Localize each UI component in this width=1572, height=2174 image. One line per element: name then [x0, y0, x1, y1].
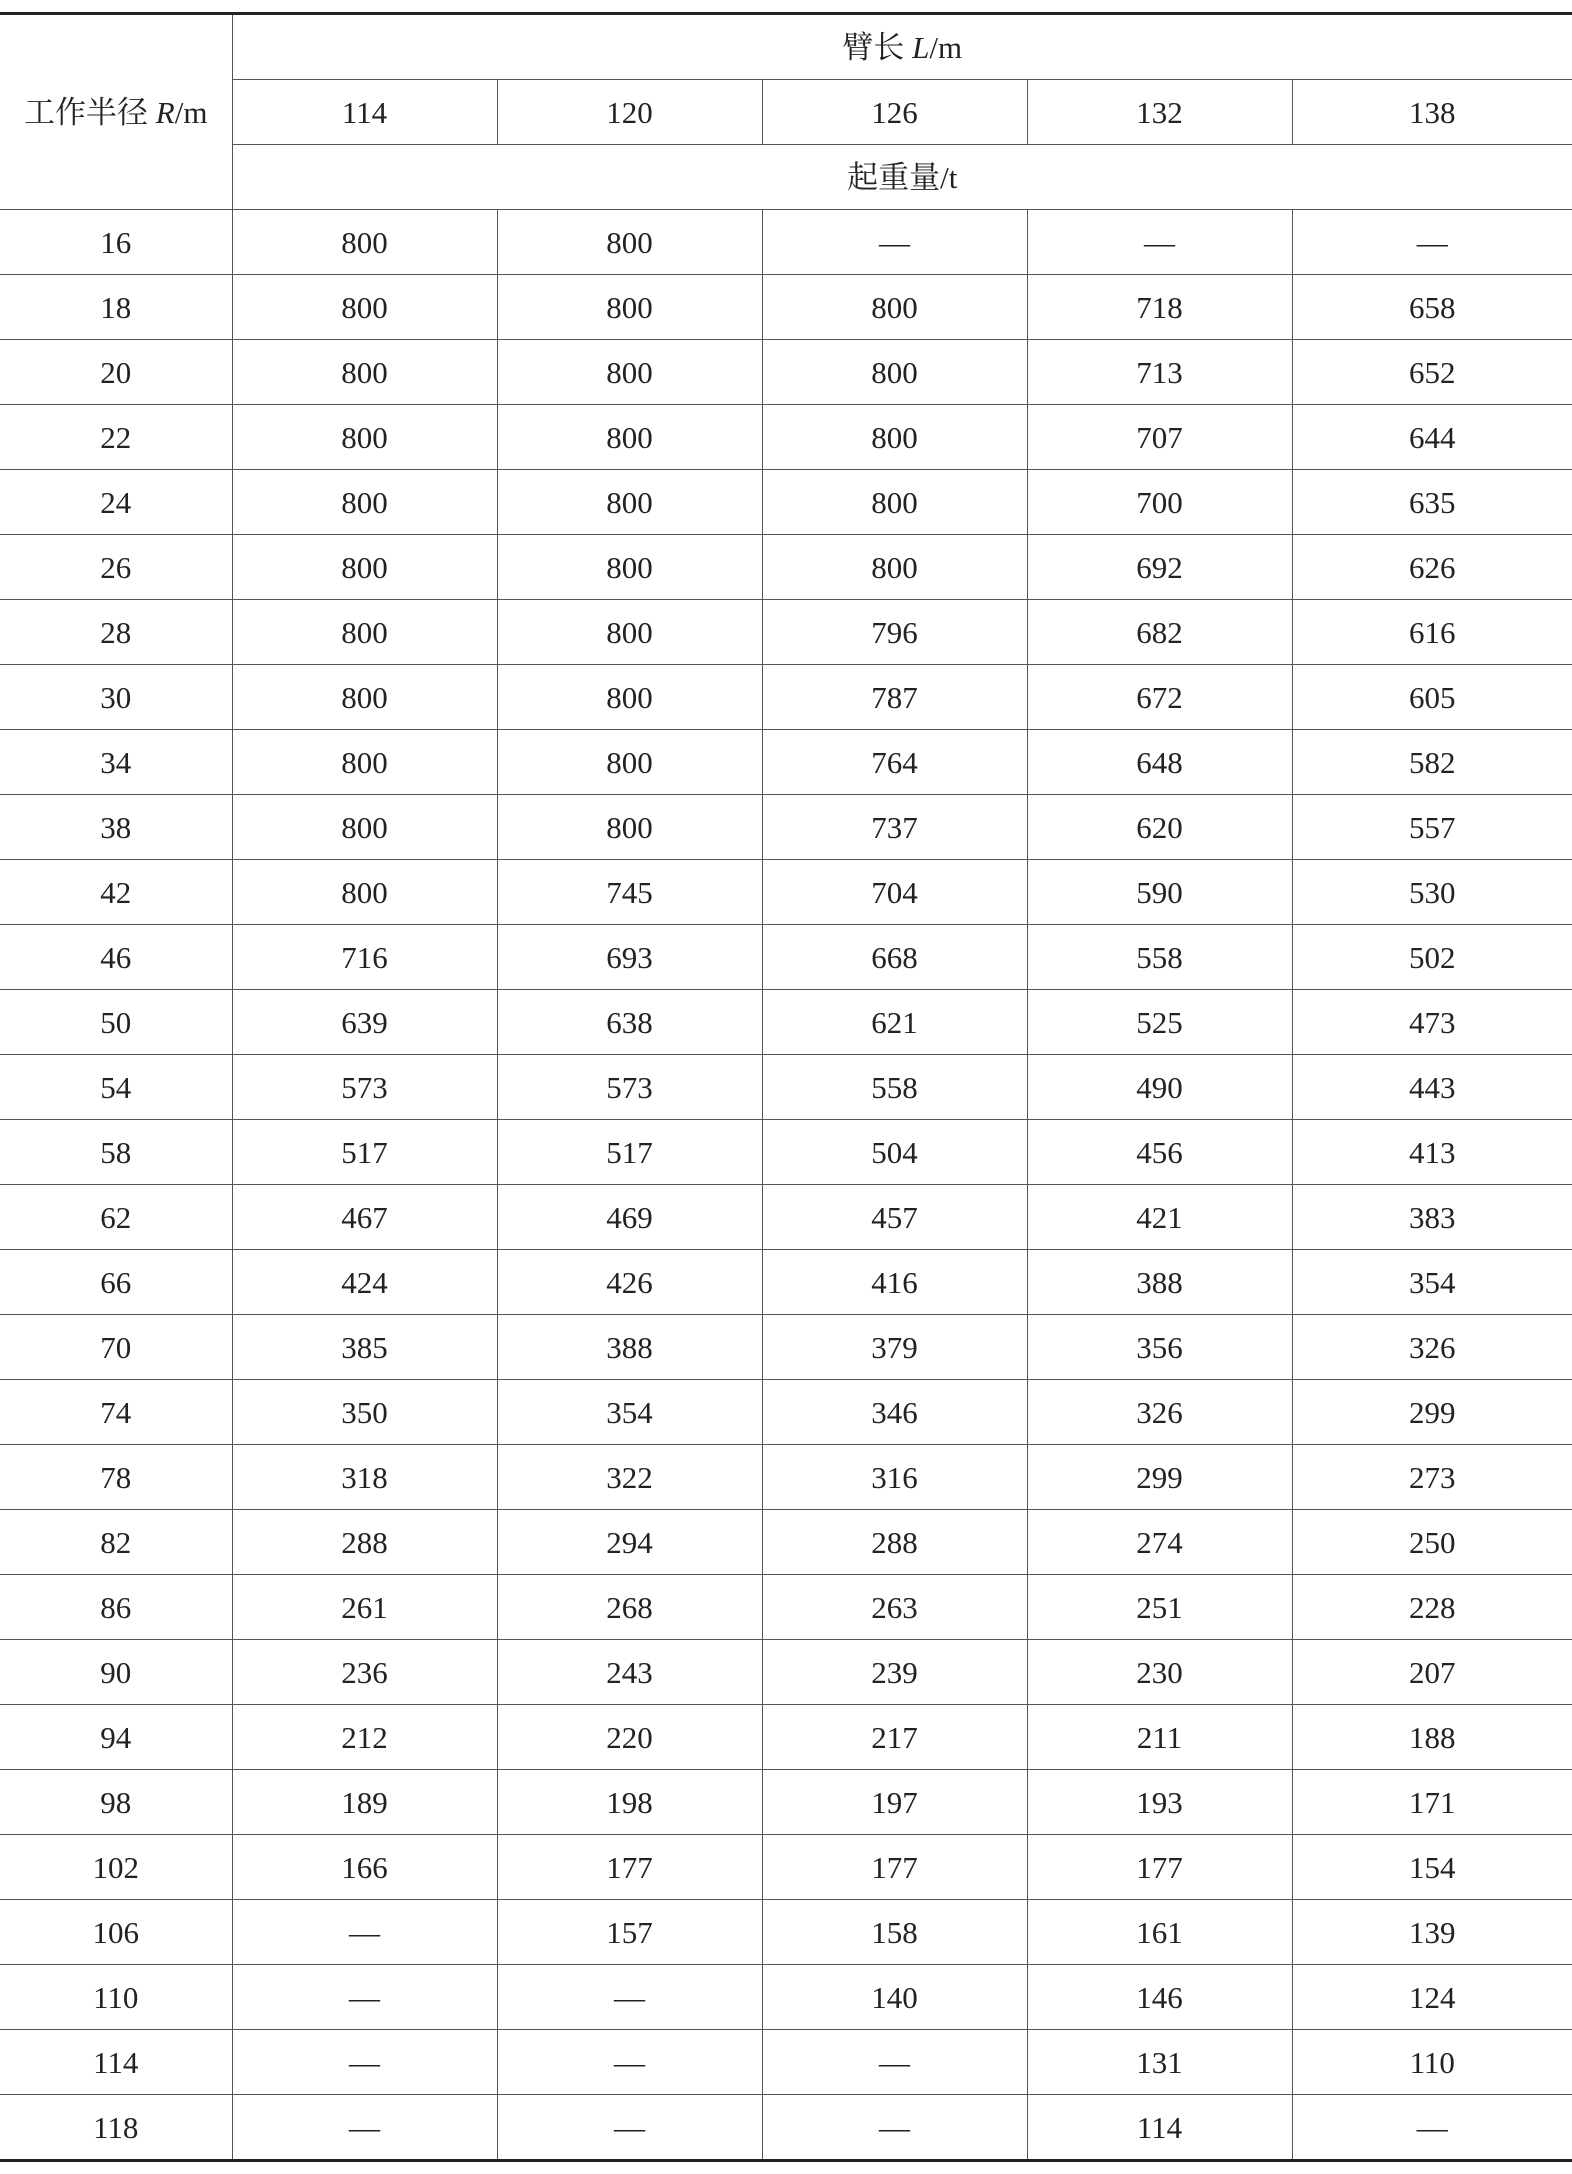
- capacity-cell: 354: [1292, 1250, 1572, 1315]
- capacity-cell: 158: [762, 1900, 1027, 1965]
- capacity-cell: 693: [497, 925, 762, 990]
- table-row: [0, 1705, 1572, 1770]
- capacity-cell: 692: [1027, 535, 1292, 600]
- capacity-cell: 573: [232, 1055, 497, 1120]
- table-row: [0, 860, 1572, 925]
- radius-unit: /m: [174, 94, 208, 130]
- capacity-cell: 800: [762, 535, 1027, 600]
- header-row-capacity: [0, 145, 1572, 210]
- boom-length-cell: 114: [232, 80, 497, 145]
- table-row: [0, 925, 1572, 990]
- boom-length-cell: 126: [762, 80, 1027, 145]
- capacity-cell: 668: [762, 925, 1027, 990]
- capacity-cell: 326: [1292, 1315, 1572, 1380]
- capacity-cell: 502: [1292, 925, 1572, 990]
- header-row-boom: [0, 14, 1572, 80]
- capacity-cell: —: [1027, 210, 1292, 275]
- capacity-cell: 177: [762, 1835, 1027, 1900]
- capacity-cell: 171: [1292, 1770, 1572, 1835]
- capacity-cell: 616: [1292, 600, 1572, 665]
- capacity-cell: 796: [762, 600, 1027, 665]
- capacity-cell: 274: [1027, 1510, 1292, 1575]
- capacity-cell: 787: [762, 665, 1027, 730]
- boom-symbol: L: [912, 29, 930, 65]
- radius-cell: 34: [0, 730, 232, 795]
- capacity-cell: 198: [497, 1770, 762, 1835]
- capacity-cell: 161: [1027, 1900, 1292, 1965]
- table-row: [0, 1380, 1572, 1445]
- radius-cell: 82: [0, 1510, 232, 1575]
- capacity-cell: 800: [762, 275, 1027, 340]
- capacity-cell: 490: [1027, 1055, 1292, 1120]
- capacity-cell: —: [232, 1900, 497, 1965]
- radius-cell: 110: [0, 1965, 232, 2030]
- capacity-cell: 573: [497, 1055, 762, 1120]
- table-row: [0, 1445, 1572, 1510]
- capacity-cell: 273: [1292, 1445, 1572, 1510]
- capacity-cell: 413: [1292, 1120, 1572, 1185]
- capacity-cell: 800: [497, 600, 762, 665]
- radius-cell: 24: [0, 470, 232, 535]
- radius-label: 工作半径: [24, 94, 149, 130]
- capacity-cell: 188: [1292, 1705, 1572, 1770]
- capacity-header-cell: 起重量/t: [232, 145, 1572, 210]
- capacity-cell: 424: [232, 1250, 497, 1315]
- capacity-cell: 197: [762, 1770, 1027, 1835]
- capacity-cell: 557: [1292, 795, 1572, 860]
- capacity-cell: 658: [1292, 275, 1572, 340]
- capacity-cell: 385: [232, 1315, 497, 1380]
- capacity-cell: 558: [1027, 925, 1292, 990]
- capacity-cell: 621: [762, 990, 1027, 1055]
- table-row: [0, 2030, 1572, 2095]
- capacity-cell: 250: [1292, 1510, 1572, 1575]
- radius-cell: 22: [0, 405, 232, 470]
- capacity-cell: 800: [497, 210, 762, 275]
- capacity-cell: 228: [1292, 1575, 1572, 1640]
- capacity-cell: 146: [1027, 1965, 1292, 2030]
- capacity-cell: 504: [762, 1120, 1027, 1185]
- radius-cell: 90: [0, 1640, 232, 1705]
- capacity-cell: —: [497, 2095, 762, 2161]
- table-row: [0, 730, 1572, 795]
- boom-length-cell: 120: [497, 80, 762, 145]
- capacity-cell: 157: [497, 1900, 762, 1965]
- radius-cell: 42: [0, 860, 232, 925]
- capacity-cell: 639: [232, 990, 497, 1055]
- capacity-cell: 638: [497, 990, 762, 1055]
- capacity-cell: 177: [1027, 1835, 1292, 1900]
- boom-label: 臂长: [842, 29, 905, 65]
- radius-cell: 50: [0, 990, 232, 1055]
- table-row: [0, 600, 1572, 665]
- capacity-cell: 211: [1027, 1705, 1292, 1770]
- radius-cell: 78: [0, 1445, 232, 1510]
- capacity-cell: 713: [1027, 340, 1292, 405]
- capacity-cell: 800: [497, 470, 762, 535]
- capacity-cell: 294: [497, 1510, 762, 1575]
- capacity-cell: 800: [762, 340, 1027, 405]
- radius-cell: 94: [0, 1705, 232, 1770]
- capacity-cell: 110: [1292, 2030, 1572, 2095]
- table-row: [0, 1835, 1572, 1900]
- capacity-cell: 383: [1292, 1185, 1572, 1250]
- table-row: [0, 665, 1572, 730]
- capacity-cell: 154: [1292, 1835, 1572, 1900]
- boom-header-cell: [232, 14, 1572, 80]
- lifting-capacity-table: [0, 12, 1572, 2162]
- table-row: [0, 1640, 1572, 1705]
- table-row: [0, 340, 1572, 405]
- capacity-cell: 114: [1027, 2095, 1292, 2161]
- capacity-cell: 288: [762, 1510, 1027, 1575]
- capacity-cell: 672: [1027, 665, 1292, 730]
- capacity-cell: —: [762, 2095, 1027, 2161]
- capacity-cell: 139: [1292, 1900, 1572, 1965]
- capacity-cell: 800: [232, 730, 497, 795]
- table-row: [0, 795, 1572, 860]
- capacity-cell: 800: [497, 730, 762, 795]
- capacity-cell: 243: [497, 1640, 762, 1705]
- capacity-cell: 388: [497, 1315, 762, 1380]
- capacity-cell: 416: [762, 1250, 1027, 1315]
- capacity-cell: 517: [497, 1120, 762, 1185]
- capacity-cell: —: [232, 1965, 497, 2030]
- capacity-cell: 166: [232, 1835, 497, 1900]
- table-row: [0, 470, 1572, 535]
- capacity-cell: —: [497, 2030, 762, 2095]
- capacity-cell: 718: [1027, 275, 1292, 340]
- radius-cell: 118: [0, 2095, 232, 2161]
- capacity-cell: 230: [1027, 1640, 1292, 1705]
- capacity-cell: 217: [762, 1705, 1027, 1770]
- table-row: [0, 1965, 1572, 2030]
- capacity-cell: 350: [232, 1380, 497, 1445]
- capacity-cell: 800: [497, 535, 762, 600]
- radius-cell: 106: [0, 1900, 232, 1965]
- capacity-cell: —: [232, 2095, 497, 2161]
- capacity-cell: 379: [762, 1315, 1027, 1380]
- capacity-cell: —: [497, 1965, 762, 2030]
- radius-cell: 70: [0, 1315, 232, 1380]
- capacity-cell: 605: [1292, 665, 1572, 730]
- capacity-cell: 207: [1292, 1640, 1572, 1705]
- capacity-cell: 764: [762, 730, 1027, 795]
- capacity-cell: 239: [762, 1640, 1027, 1705]
- capacity-cell: 626: [1292, 535, 1572, 600]
- radius-cell: 20: [0, 340, 232, 405]
- table-row: [0, 1120, 1572, 1185]
- capacity-cell: 220: [497, 1705, 762, 1770]
- table-row: [0, 1055, 1572, 1120]
- capacity-cell: 716: [232, 925, 497, 990]
- capacity-cell: 800: [232, 665, 497, 730]
- radius-cell: 98: [0, 1770, 232, 1835]
- capacity-cell: 800: [232, 600, 497, 665]
- radius-cell: 26: [0, 535, 232, 600]
- capacity-cell: 322: [497, 1445, 762, 1510]
- capacity-cell: 704: [762, 860, 1027, 925]
- capacity-cell: 800: [497, 795, 762, 860]
- radius-cell: 62: [0, 1185, 232, 1250]
- capacity-cell: 356: [1027, 1315, 1292, 1380]
- table-row: [0, 535, 1572, 600]
- boom-length-cell: 138: [1292, 80, 1572, 145]
- capacity-cell: 800: [762, 470, 1027, 535]
- capacity-cell: 467: [232, 1185, 497, 1250]
- capacity-cell: 268: [497, 1575, 762, 1640]
- table-row: [0, 1250, 1572, 1315]
- capacity-cell: 558: [762, 1055, 1027, 1120]
- capacity-cell: 800: [497, 665, 762, 730]
- capacity-cell: 426: [497, 1250, 762, 1315]
- capacity-cell: 212: [232, 1705, 497, 1770]
- radius-header-cell: [0, 14, 232, 210]
- capacity-cell: 288: [232, 1510, 497, 1575]
- capacity-cell: 354: [497, 1380, 762, 1445]
- capacity-cell: 299: [1292, 1380, 1572, 1445]
- table-row: [0, 1770, 1572, 1835]
- capacity-cell: 388: [1027, 1250, 1292, 1315]
- capacity-cell: —: [1292, 210, 1572, 275]
- radius-cell: 114: [0, 2030, 232, 2095]
- capacity-cell: —: [762, 210, 1027, 275]
- table-row: [0, 275, 1572, 340]
- capacity-cell: 140: [762, 1965, 1027, 2030]
- capacity-cell: 745: [497, 860, 762, 925]
- capacity-cell: 261: [232, 1575, 497, 1640]
- capacity-cell: —: [762, 2030, 1027, 2095]
- table-body: [0, 210, 1572, 2161]
- capacity-cell: 700: [1027, 470, 1292, 535]
- radius-cell: 38: [0, 795, 232, 860]
- capacity-cell: 421: [1027, 1185, 1292, 1250]
- capacity-cell: 590: [1027, 860, 1292, 925]
- radius-cell: 16: [0, 210, 232, 275]
- capacity-cell: 473: [1292, 990, 1572, 1055]
- capacity-cell: —: [232, 2030, 497, 2095]
- capacity-cell: 318: [232, 1445, 497, 1510]
- capacity-cell: 316: [762, 1445, 1027, 1510]
- radius-cell: 102: [0, 1835, 232, 1900]
- capacity-cell: 193: [1027, 1770, 1292, 1835]
- capacity-cell: 177: [497, 1835, 762, 1900]
- capacity-cell: 737: [762, 795, 1027, 860]
- capacity-cell: 525: [1027, 990, 1292, 1055]
- capacity-cell: 800: [497, 275, 762, 340]
- capacity-cell: 530: [1292, 860, 1572, 925]
- radius-cell: 54: [0, 1055, 232, 1120]
- capacity-cell: 263: [762, 1575, 1027, 1640]
- capacity-cell: 800: [497, 340, 762, 405]
- capacity-cell: 517: [232, 1120, 497, 1185]
- capacity-cell: 582: [1292, 730, 1572, 795]
- radius-cell: 74: [0, 1380, 232, 1445]
- capacity-cell: 124: [1292, 1965, 1572, 2030]
- table-row: [0, 990, 1572, 1055]
- radius-cell: 18: [0, 275, 232, 340]
- table-row: [0, 1575, 1572, 1640]
- capacity-cell: 299: [1027, 1445, 1292, 1510]
- radius-cell: 86: [0, 1575, 232, 1640]
- radius-cell: 30: [0, 665, 232, 730]
- table-row: [0, 210, 1572, 275]
- boom-length-cell: 132: [1027, 80, 1292, 145]
- capacity-cell: 800: [497, 405, 762, 470]
- capacity-cell: 443: [1292, 1055, 1572, 1120]
- capacity-cell: 800: [232, 210, 497, 275]
- table-row: [0, 2095, 1572, 2161]
- capacity-cell: 800: [232, 405, 497, 470]
- table-row: [0, 1510, 1572, 1575]
- capacity-cell: 251: [1027, 1575, 1292, 1640]
- radius-cell: 58: [0, 1120, 232, 1185]
- table-row: [0, 1315, 1572, 1380]
- capacity-cell: 346: [762, 1380, 1027, 1445]
- boom-unit: /m: [929, 29, 963, 65]
- capacity-cell: 800: [232, 275, 497, 340]
- capacity-cell: 800: [232, 470, 497, 535]
- capacity-cell: 620: [1027, 795, 1292, 860]
- capacity-cell: 189: [232, 1770, 497, 1835]
- capacity-cell: 469: [497, 1185, 762, 1250]
- capacity-cell: 800: [232, 860, 497, 925]
- capacity-cell: 648: [1027, 730, 1292, 795]
- radius-symbol: R: [155, 94, 175, 130]
- table-row: [0, 405, 1572, 470]
- capacity-cell: 457: [762, 1185, 1027, 1250]
- capacity-cell: 652: [1292, 340, 1572, 405]
- capacity-cell: 456: [1027, 1120, 1292, 1185]
- radius-cell: 66: [0, 1250, 232, 1315]
- table-row: [0, 1900, 1572, 1965]
- capacity-cell: 644: [1292, 405, 1572, 470]
- capacity-cell: 326: [1027, 1380, 1292, 1445]
- header-row-boom-lengths: [0, 80, 1572, 145]
- table-row: [0, 1185, 1572, 1250]
- radius-cell: 28: [0, 600, 232, 665]
- capacity-cell: 682: [1027, 600, 1292, 665]
- radius-cell: 46: [0, 925, 232, 990]
- capacity-cell: 800: [232, 535, 497, 600]
- capacity-cell: 635: [1292, 470, 1572, 535]
- capacity-cell: 236: [232, 1640, 497, 1705]
- capacity-cell: 800: [232, 795, 497, 860]
- capacity-cell: 131: [1027, 2030, 1292, 2095]
- capacity-cell: 800: [762, 405, 1027, 470]
- capacity-cell: —: [1292, 2095, 1572, 2161]
- capacity-cell: 800: [232, 340, 497, 405]
- capacity-cell: 707: [1027, 405, 1292, 470]
